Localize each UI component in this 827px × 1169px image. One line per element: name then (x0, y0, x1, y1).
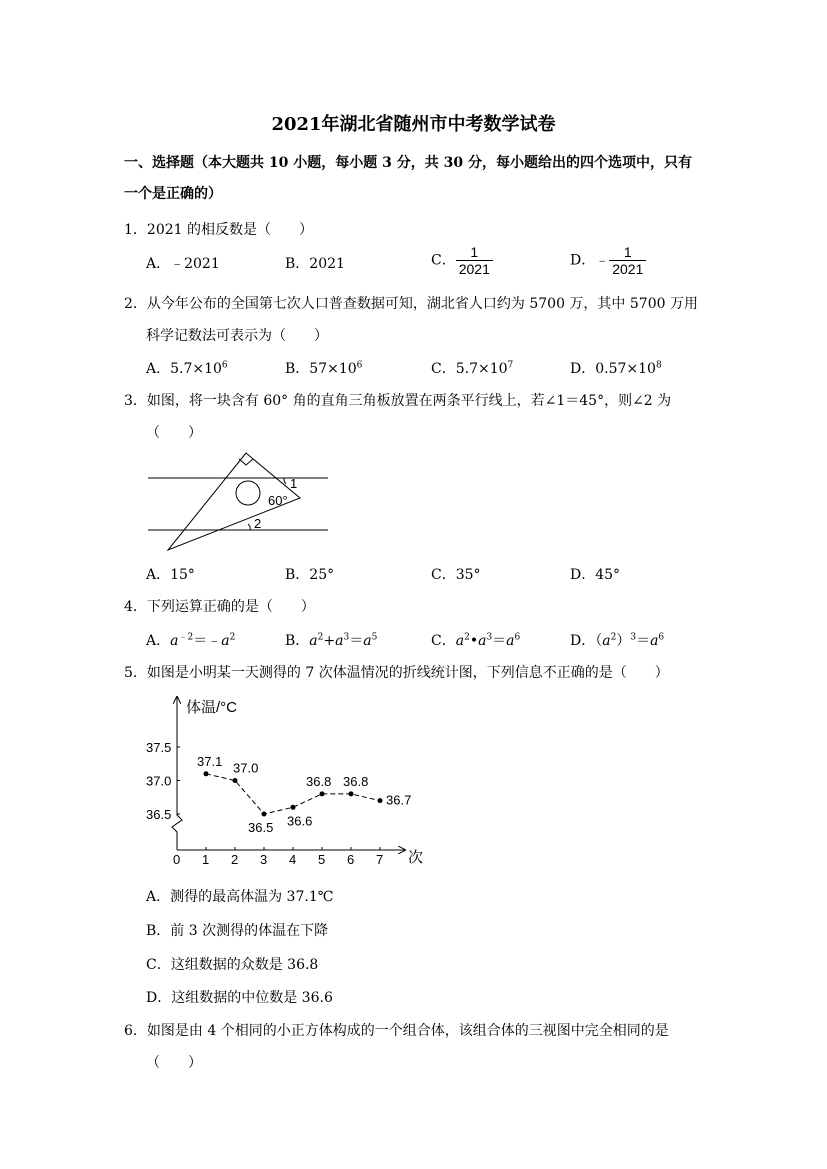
exp: 2 (317, 632, 324, 643)
x-tick-label: 5 (318, 852, 326, 867)
q5-option-a: A．测得的最高体温为 37.1℃ (146, 889, 334, 905)
x-tick-label: 3 (260, 852, 268, 867)
var: a (170, 633, 179, 649)
numerator: 1 (623, 244, 632, 260)
q5-stem: 5．如图是小明某一天测得的 7 次体温情况的折线统计图，下列信息不正确的是（ ） (124, 665, 669, 681)
denominator: 2021 (456, 260, 493, 277)
op: ＝﹣ (193, 633, 222, 649)
var: a (221, 633, 230, 649)
q2-c-text: C．5.7×10 (431, 361, 508, 377)
y-tick-label: 36.5 (146, 807, 172, 822)
data-label: 36.6 (287, 813, 313, 829)
triangle-figure (140, 448, 340, 556)
section-heading-line1: 一、选择题（本大题共 10 小题，每小题 3 分，共 30 分，每小题给出的四个选项中，只有 (124, 155, 692, 171)
y-tick-label: 37.5 (146, 740, 172, 755)
var: a (335, 633, 344, 649)
ruler-hole (236, 481, 260, 505)
data-point (291, 805, 296, 810)
q5-option-d: D．这组数据的中位数是 36.6 (146, 990, 333, 1006)
q3-stem-line2: （ ） (146, 425, 202, 441)
q3-option-c: C．35° (431, 567, 481, 583)
q6-stem-line1: 6．如图是由 4 个相同的小正方体构成的一个组合体，该组合体的三视图中完全相同的是 (124, 1023, 669, 1039)
q2-b-text: B．57×10 (285, 361, 357, 377)
q2-c-exp: 7 (507, 360, 514, 371)
angle2-label: 2 (254, 516, 262, 531)
x-tick-label: 6 (347, 852, 355, 867)
data-label: 36.5 (248, 820, 274, 835)
q4-option-c (431, 630, 520, 650)
q5-option-b: B．前 3 次测得的体温在下降 (146, 923, 329, 939)
x-tick-label: 0 (173, 852, 181, 867)
exp: 3 (486, 632, 493, 643)
angle1-arc (284, 478, 286, 484)
q2-b-exp: 6 (356, 360, 363, 371)
q2-option-b (285, 358, 362, 378)
q1-option-d (570, 244, 646, 277)
q1-option-c-label: C． (431, 252, 456, 269)
var: a (309, 633, 318, 649)
op: ＝ (636, 633, 651, 649)
q4-option-a (146, 630, 235, 650)
exp: ﹣2 (178, 632, 194, 643)
op: + (323, 633, 336, 649)
q1-stem: 1．2021 的相反数是（ ） (124, 222, 313, 238)
x-axis-label: 次 (408, 849, 424, 866)
q4-stem: 4．下列运算正确的是（ ） (124, 599, 315, 615)
q2-d-text: D．0.57×10 (570, 361, 656, 377)
data-label: 36.8 (306, 773, 332, 789)
data-label: 37.1 (197, 753, 223, 769)
q2-option-a (146, 358, 228, 378)
var: a (478, 633, 487, 649)
opt-label: A． (146, 633, 171, 649)
q1-option-b: B．2021 (285, 256, 345, 272)
x-tick-label: 2 (231, 852, 239, 867)
q1-option-c-fraction (456, 244, 493, 277)
var: a (363, 633, 372, 649)
q2-stem-line1: 2．从今年公布的全国第七次人口普查数据可知，湖北省人口约为 5700 万，其中 5700 万用 (124, 296, 698, 312)
exp: 3 (343, 632, 350, 643)
exp: 6 (514, 632, 521, 643)
q1-option-d-label: D．﹣ (570, 252, 610, 269)
op: ＝ (349, 633, 364, 649)
q3-stem-line1: 3．如图，将一块含有 60° 角的直角三角板放置在两条平行线上，若∠1＝45°，则∠2 为 (124, 393, 672, 409)
exp: 2 (464, 632, 470, 643)
denominator: 2021 (609, 260, 646, 277)
data-label: 37.0 (233, 760, 259, 776)
q2-option-d (570, 358, 662, 378)
angle60-label: 60° (268, 493, 288, 508)
exp: 6 (658, 632, 665, 643)
var: a (650, 633, 659, 649)
data-point (233, 778, 238, 783)
opt-label: D．（ (570, 633, 603, 649)
x-tick-label: 1 (202, 852, 210, 867)
data-point (320, 791, 325, 796)
opt-label: C． (431, 633, 456, 649)
data-point (349, 791, 354, 796)
data-point (378, 798, 383, 803)
exp: 2 (610, 632, 617, 643)
q2-a-text: A．5.7×10 (146, 361, 222, 377)
var: a (506, 633, 515, 649)
op: • (469, 633, 479, 649)
exp: 5 (371, 632, 378, 643)
exp: 3 (630, 632, 637, 643)
x-tick-label: 7 (376, 852, 384, 867)
q1-option-c (431, 244, 493, 277)
page-title: 2021年湖北省随州市中考数学试卷 (271, 114, 556, 135)
data-point (262, 812, 267, 817)
q2-stem-line2: 科学记数法可表示为（ ） (146, 328, 328, 344)
var: a (455, 633, 465, 649)
x-tick-label: 4 (289, 852, 297, 867)
q3-option-b: B．25° (285, 567, 335, 583)
var: a (602, 633, 611, 649)
section-heading-line2: 一个是正确的） (124, 186, 222, 202)
y-tick-label: 37.0 (146, 773, 172, 789)
q2-option-c (431, 358, 513, 378)
q3-option-a: A．15° (146, 567, 195, 583)
q2-a-exp: 6 (221, 360, 228, 371)
numerator: 1 (470, 244, 479, 260)
angle1-label: 1 (290, 476, 298, 491)
op: ） (616, 633, 631, 649)
opt-label: B． (285, 633, 310, 649)
q6-stem-line2: （ ） (146, 1055, 202, 1071)
y-axis-label: 体温/°C (186, 699, 237, 716)
q1-option-a: A．﹣2021 (146, 256, 220, 272)
q3-option-d: D．45° (570, 567, 621, 583)
temperature-line-chart (140, 692, 440, 872)
q2-d-exp: 8 (655, 360, 662, 371)
q5-option-c: C．这组数据的众数是 36.8 (146, 957, 319, 973)
q1-option-d-fraction (609, 244, 646, 277)
q4-option-b (285, 630, 377, 650)
data-point (204, 771, 209, 776)
q4-option-d (570, 630, 664, 650)
exp: 2 (229, 632, 236, 643)
data-label: 36.7 (386, 792, 412, 808)
op: ＝ (492, 633, 507, 649)
angle2-arc (248, 524, 250, 530)
y-axis (172, 697, 182, 850)
data-label: 36.8 (343, 773, 369, 789)
right-angle-mark (239, 459, 253, 465)
